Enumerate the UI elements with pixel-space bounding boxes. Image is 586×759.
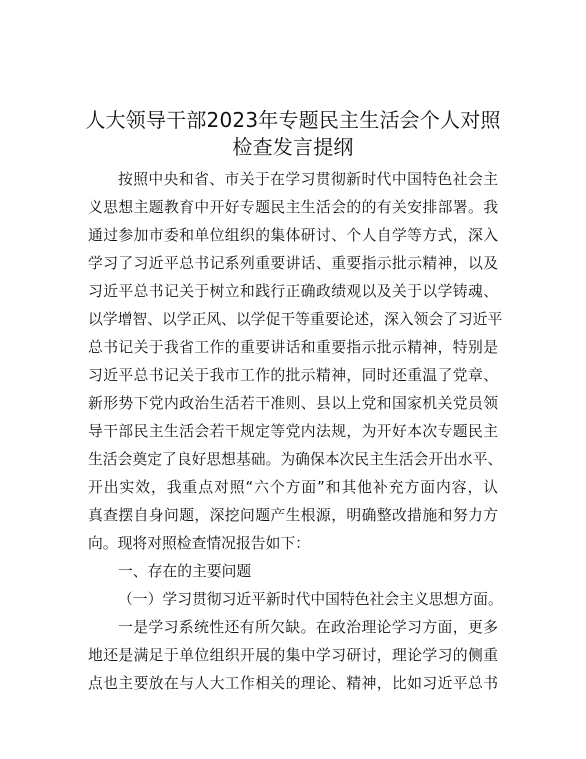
paragraph-line: 义思想主题教育中开好专题民主生活会的的有关安排部署。我 [88, 199, 498, 216]
paragraph-line: 点也主要放在与人大工作相关的理论、精神，比如习近平总书 [88, 675, 498, 692]
paragraph-line: 习近平总书记关于树立和践行正确政绩观以及关于以学铸魂、 [88, 283, 498, 300]
paragraph-line: 真查摆自身问题，深挖问题产生根源，明确整改措施和努力方 [88, 507, 498, 524]
paragraph-line: 通过参加市委和单位组织的集体研讨、个人自学等方式，深入 [88, 227, 498, 244]
paragraph-line: 习近平总书记关于我市工作的批示精神，同时还重温了党章、 [88, 367, 498, 384]
paragraph-line: 一是学习系统性还有所欠缺。在政治理论学习方面，更多 [118, 619, 498, 636]
subsection-heading: （一）学习贯彻习近平新时代中国特色社会主义思想方面。 [118, 591, 503, 608]
document-title-line-1: 人大领导干部2023年专题民主生活会个人对照 [85, 108, 501, 132]
paragraph-line: 向。现将对照检查情况报告如下： [88, 535, 310, 552]
paragraph-line: 生活会奠定了良好思想基础。为确保本次民主生活会开出水平、 [88, 451, 503, 468]
paragraph-line: 导干部民主生活会若干规定等党内法规，为开好本次专题民主 [88, 423, 498, 440]
document-title-line-2: 检查发言提纲 [232, 135, 354, 159]
paragraph-line: 以学增智、以学正风、以学促干等重要论述，深入领会了习近平 [88, 311, 503, 328]
section-heading: 一、存在的主要问题 [118, 563, 252, 580]
paragraph-line: 按照中央和省、市关于在学习贯彻新时代中国特色社会主 [118, 171, 498, 188]
paragraph-line: 新形势下党内政治生活若干准则、县以上党和国家机关党员领 [88, 395, 498, 412]
paragraph-line: 地还是满足于单位组织开展的集中学习研讨，理论学习的侧重 [88, 647, 498, 664]
paragraph-line: 开出实效，我重点对照“六个方面”和其他补充方面内容，认 [88, 479, 498, 496]
paragraph-line: 总书记关于我省工作的重要讲话和重要指示批示精神，特别是 [88, 339, 498, 356]
paragraph-line: 学习了习近平总书记系列重要讲话、重要指示批示精神，以及 [88, 255, 498, 272]
